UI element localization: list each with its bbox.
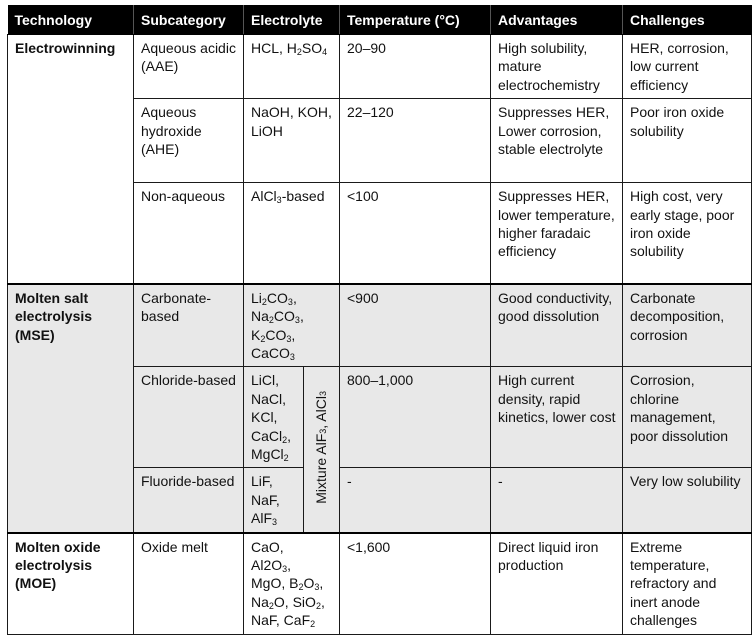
technology-electrowinning: Electrowinning — [8, 35, 134, 284]
challenges-cell: High cost, very early stage, poor iron oxide solubility — [623, 183, 752, 284]
header-advantages: Advantages — [491, 5, 623, 35]
table-row — [8, 284, 752, 367]
temperature-cell: 22–120 — [340, 99, 491, 183]
challenges-cell: Corrosion, chlorine management, poor dissolution — [623, 367, 752, 468]
mixture-cell — [304, 367, 340, 533]
header-temperature: Temperature (°C) — [340, 5, 491, 35]
temperature-cell: <900 — [340, 284, 491, 367]
electrolyte-cell: $Li_2CO_3$, $Na_2CO_3$, $K_2CO_3$, CaCO$_3$ — [244, 284, 340, 367]
advantages-cell: Good conductivity, good dissolution — [491, 284, 623, 367]
advantages-cell: - — [491, 468, 623, 533]
technology-mse: Molten salt electrolysis (MSE) — [8, 284, 134, 533]
electrolyte-cell: HCL, $H_2SO_4$ — [244, 35, 340, 99]
advantages-cell: High solubility, mature electrochemistry — [491, 35, 623, 99]
technology-moe: Molten oxide electrolysis (MOE) — [8, 533, 134, 635]
electrolyte-cell: NaOH, KOH, LiOH — [244, 99, 340, 183]
advantages-cell: Direct liquid iron production — [491, 533, 623, 635]
subcategory-cell: Aqueous hydroxide (AHE) — [134, 99, 244, 183]
table-row — [8, 35, 752, 99]
subcategory-cell: Oxide melt — [134, 533, 244, 635]
temperature-cell: - — [340, 468, 491, 533]
temperature-cell: <1,600 — [340, 533, 491, 635]
advantages-cell: Suppresses HER, Lower corrosion, stable electrolyte — [491, 99, 623, 183]
subcategory-cell: Carbonate-based — [134, 284, 244, 367]
challenges-cell: Carbonate decomposition, corrosion — [623, 284, 752, 367]
challenges-cell: Poor iron oxide solubility — [623, 99, 752, 183]
challenges-cell: Very low solubility — [623, 468, 752, 533]
advantages-cell: Suppresses HER, lower temperature, higher faradaic efficiency — [491, 183, 623, 284]
table-row — [8, 533, 752, 635]
temperature-cell: <100 — [340, 183, 491, 284]
subcategory-cell: Non-aqueous — [134, 183, 244, 284]
subcategory-cell: Fluoride-based — [134, 468, 244, 533]
temperature-cell: 20–90 — [340, 35, 491, 99]
electrolyte-cell: LiCl, NaCl, KCl, CaCl$_2$, MgCl$_2$ — [244, 367, 304, 468]
header-challenges: Challenges — [623, 5, 752, 35]
subcategory-cell: Chloride-based — [134, 367, 244, 468]
comparison-table — [7, 5, 752, 635]
temperature-cell: 800–1,000 — [340, 367, 491, 468]
advantages-cell: High current density, rapid kinetics, lower cost — [491, 367, 623, 468]
header-row — [8, 5, 752, 35]
header-subcategory: Subcategory — [134, 5, 244, 35]
mixture-label: Mixture AlF$_3$, AlCl$_3$ — [313, 390, 330, 504]
electrolyte-cell: AlCl$_3$-based — [244, 183, 340, 284]
challenges-cell: HER, corrosion, low current efficiency — [623, 35, 752, 99]
challenges-cell: Extreme temperature, refractory and inert anode challenges — [623, 533, 752, 635]
header-technology: Technology — [8, 5, 134, 35]
header-electrolyte: Electrolyte — [244, 5, 340, 35]
subcategory-cell: Aqueous acidic (AAE) — [134, 35, 244, 99]
electrolyte-cell: CaO, $Al2O_3$, MgO, $B_2O_3$, $Na_2O$, SiO$_2$, NaF, CaF$_2$ — [244, 533, 340, 635]
electrolyte-cell: LiF, NaF, AlF$_3$ — [244, 468, 304, 533]
